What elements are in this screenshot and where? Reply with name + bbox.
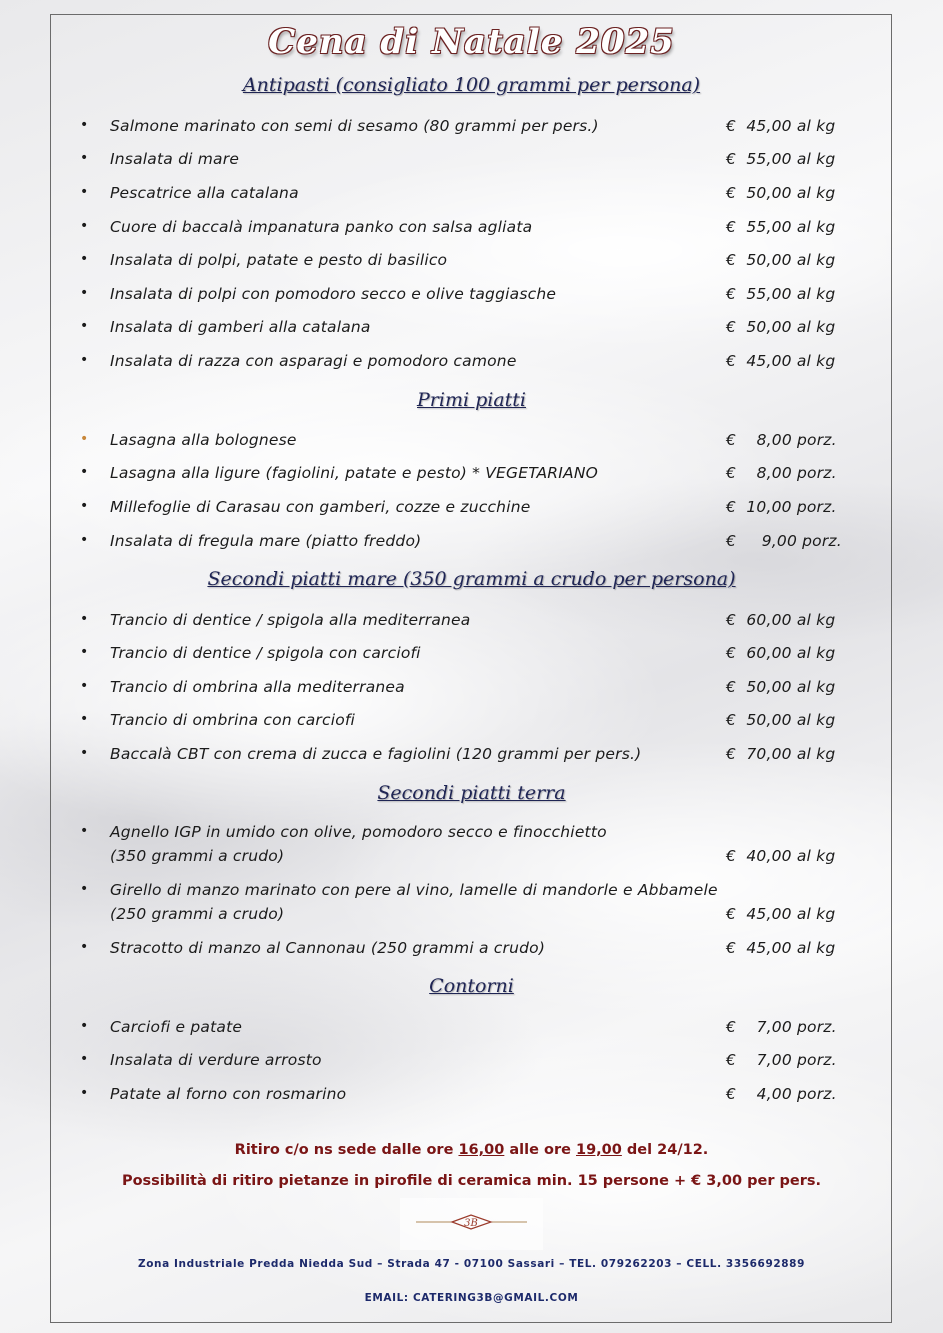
bullet-icon: • — [80, 431, 89, 447]
item-name: Pescatrice alla catalana — [110, 184, 299, 202]
menu-item — [0, 498, 943, 522]
item-price: € 8,00 porz. — [726, 464, 837, 482]
item-price: € 40,00 al kg — [726, 847, 836, 865]
item-price: € 55,00 al kg — [726, 285, 836, 303]
section-heading-primi: Primi piatti — [417, 389, 526, 411]
section-heading-antipasti: Antipasti (consigliato 100 grammi per persona) — [242, 74, 701, 96]
item-name: Trancio di ombrina alla mediterranea — [110, 678, 405, 696]
page-border — [50, 14, 892, 1323]
menu-item — [0, 644, 943, 668]
bullet-icon: • — [80, 711, 89, 727]
item-price: € 60,00 al kg — [726, 611, 836, 629]
bullet-icon: • — [80, 644, 89, 660]
bullet-icon: • — [80, 285, 89, 301]
menu-item — [0, 318, 943, 342]
pickup-time-end: 19,00 — [576, 1142, 622, 1158]
section-heading-secondi-mare: Secondi piatti mare (350 grammi a crudo per persona) — [207, 568, 736, 590]
bullet-icon: • — [80, 117, 89, 133]
bullet-icon: • — [80, 678, 89, 694]
item-name: Cuore di baccalà impanatura panko con salsa agliata — [110, 218, 533, 236]
bullet-icon: • — [80, 498, 89, 514]
item-price: € 50,00 al kg — [726, 711, 836, 729]
bullet-icon: • — [80, 218, 89, 234]
item-name: Lasagna alla ligure (fagiolini, patate e pesto) * VEGETARIANO — [110, 464, 599, 482]
menu-item-continuation — [0, 905, 943, 929]
bullet-icon: • — [80, 318, 89, 334]
page-title: Cena di Natale 2025 — [268, 22, 675, 62]
item-name: Trancio di dentice / spigola alla mediterranea — [110, 611, 471, 629]
item-price: € 45,00 al kg — [726, 939, 836, 957]
menu-item — [0, 1018, 943, 1042]
item-name-detail: (250 grammi a crudo) — [110, 905, 285, 923]
item-name: Carciofi e patate — [110, 1018, 243, 1036]
bullet-icon: • — [80, 150, 89, 166]
bullet-icon: • — [80, 352, 89, 368]
item-price: € 9,00 porz. — [726, 532, 842, 550]
item-name-detail: (350 grammi a crudo) — [110, 847, 285, 865]
menu-item — [0, 431, 943, 455]
menu-item — [0, 1085, 943, 1109]
item-name: Insalata di polpi con pomodoro secco e olive taggiasche — [110, 285, 557, 303]
item-name: Insalata di gamberi alla catalana — [110, 318, 371, 336]
item-name: Insalata di mare — [110, 150, 240, 168]
section-heading-secondi-terra: Secondi piatti terra — [377, 782, 566, 804]
menu-item — [0, 532, 943, 556]
menu-item — [0, 251, 943, 275]
item-name: Salmone marinato con semi di sesamo (80 grammi per pers.) — [110, 117, 599, 135]
menu-item — [0, 711, 943, 735]
bullet-icon: • — [80, 1051, 89, 1067]
item-price: € 50,00 al kg — [726, 184, 836, 202]
bullet-icon: • — [80, 745, 89, 761]
item-name: Girello di manzo marinato con pere al vino, lamelle di mandorle e Abbamele — [110, 881, 718, 899]
company-logo — [400, 1198, 543, 1250]
ceramic-note: Possibilità di ritiro pietanze in pirofile di ceramica min. 15 persone + € 3,00 per pers. — [121, 1173, 822, 1189]
footer-email[interactable]: EMAIL: CATERING3B@GMAIL.COM — [364, 1292, 579, 1304]
bullet-icon: • — [80, 611, 89, 627]
item-name: Millefoglie di Carasau con gamberi, cozze e zucchine — [110, 498, 531, 516]
item-price: € 45,00 al kg — [726, 352, 836, 370]
menu-item — [0, 285, 943, 309]
item-name: Patate al forno con rosmarino — [110, 1085, 347, 1103]
item-price: € 60,00 al kg — [726, 644, 836, 662]
pickup-time-start: 16,00 — [458, 1142, 505, 1158]
bullet-icon: • — [80, 1018, 89, 1034]
menu-item-continuation — [0, 847, 943, 871]
item-price: € 45,00 al kg — [726, 905, 836, 923]
bullet-icon: • — [80, 939, 89, 955]
menu-item — [0, 464, 943, 488]
bullet-icon: • — [80, 464, 89, 480]
item-price: € 10,00 porz. — [726, 498, 837, 516]
menu-item — [0, 939, 943, 963]
item-price: € 7,00 porz. — [726, 1018, 837, 1036]
pickup-text: Ritiro c/o ns sede dalle ore — [234, 1142, 459, 1158]
item-price: € 50,00 al kg — [726, 678, 836, 696]
pickup-text: del 24/12. — [621, 1142, 709, 1158]
bullet-icon: • — [80, 251, 89, 267]
item-price: € 4,00 porz. — [726, 1085, 837, 1103]
logo-emblem-icon — [400, 1198, 543, 1250]
menu-item — [0, 352, 943, 376]
item-price: € 7,00 porz. — [726, 1051, 837, 1069]
item-price: € 55,00 al kg — [726, 218, 836, 236]
menu-item — [0, 678, 943, 702]
item-name: Lasagna alla bolognese — [110, 431, 297, 449]
item-price: € 45,00 al kg — [726, 117, 836, 135]
menu-item — [0, 218, 943, 242]
item-price: € 50,00 al kg — [726, 251, 836, 269]
item-name: Trancio di dentice / spigola con carciofi — [110, 644, 421, 662]
menu-item — [0, 150, 943, 174]
item-price: € 55,00 al kg — [726, 150, 836, 168]
item-name: Insalata di fregula mare (piatto freddo) — [110, 532, 422, 550]
bullet-icon: • — [80, 1085, 89, 1101]
footer-address: Zona Industriale Predda Niedda Sud – Strada 47 - 07100 Sassari – TEL. 079262203 – CELL. 3356692889 — [138, 1258, 805, 1270]
logo-text: 3B — [464, 1218, 478, 1229]
menu-item — [0, 117, 943, 141]
item-price: € 50,00 al kg — [726, 318, 836, 336]
item-name: Insalata di polpi, patate e pesto di basilico — [110, 251, 448, 269]
menu-item — [0, 184, 943, 208]
menu-item — [0, 1051, 943, 1075]
bullet-icon: • — [80, 184, 89, 200]
menu-item — [0, 745, 943, 769]
bullet-icon: • — [80, 823, 89, 839]
menu-item — [0, 881, 943, 905]
menu-item — [0, 611, 943, 635]
bullet-icon: • — [80, 532, 89, 548]
item-name: Insalata di razza con asparagi e pomodoro camone — [110, 352, 517, 370]
section-heading-contorni: Contorni — [429, 975, 514, 997]
bullet-icon: • — [80, 881, 89, 897]
pickup-note — [0, 1142, 943, 1158]
item-name: Insalata di verdure arrosto — [110, 1051, 322, 1069]
item-name: Trancio di ombrina con carciofi — [110, 711, 356, 729]
pickup-text: alle ore — [504, 1142, 576, 1158]
menu-item — [0, 823, 943, 847]
item-name: Agnello IGP in umido con olive, pomodoro secco e finocchietto — [110, 823, 607, 841]
item-name: Baccalà CBT con crema di zucca e fagiolini (120 grammi per pers.) — [110, 745, 642, 763]
item-name: Stracotto di manzo al Cannonau (250 grammi a crudo) — [110, 939, 546, 957]
item-price: € 70,00 al kg — [726, 745, 836, 763]
item-price: € 8,00 porz. — [726, 431, 837, 449]
